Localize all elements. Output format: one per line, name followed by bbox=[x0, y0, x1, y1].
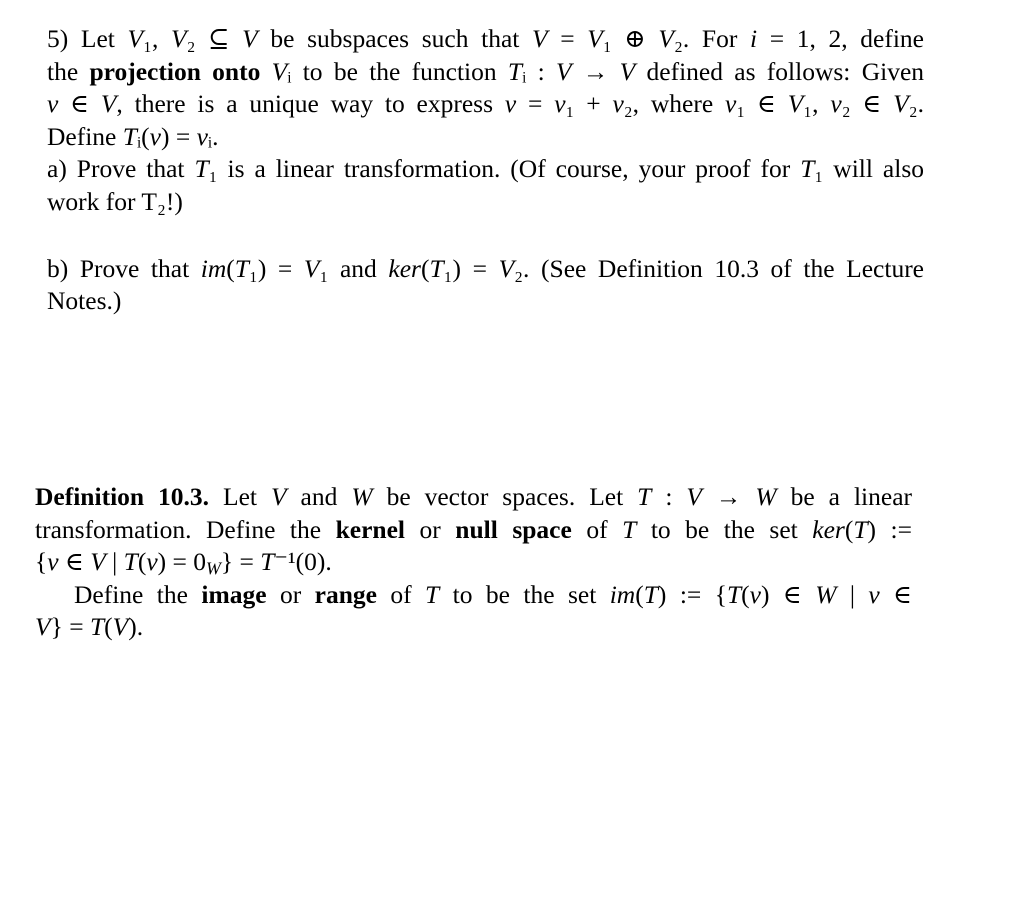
definition-10-3 bbox=[35, 481, 912, 644]
part-a-line-2: work for T₂!) bbox=[47, 186, 183, 216]
problem-intro-line-2: the projection onto Vᵢ to be the function Tᵢ : V → V defined as follows: Given bbox=[47, 56, 925, 86]
part-b-line-1: b) Prove that im(T₁) = V₁ and ker(T₁) = V₂. (See Definition 10.3 of the Lecture bbox=[47, 253, 924, 283]
problem-intro-line-1: 5) Let V₁, V₂ ⊆ V be subspaces such that V = V₁ ⊕ V₂. For i = 1, 2, define bbox=[47, 24, 924, 53]
definition-line-3: {v ∈ V | $T(v) = 0_W\} = T^{-1}(0)$. bbox=[35, 547, 332, 579]
definition-line-4: Define the image or range of T to be the set im(T) := {T(v) ∈ W | v ∈ bbox=[74, 579, 913, 609]
problem-intro-line-3: v ∈ V, there is a unique way to express v = v₁ + v₂, where v₁ ∈ V₁, v₂ ∈ V₂. bbox=[47, 89, 924, 118]
definition-line-2: transformation. Define the kernel or null space of T to be the set ker(T) := bbox=[35, 514, 912, 544]
problem-5 bbox=[47, 23, 924, 318]
problem-intro-line-4: Define Tᵢ(v) = vᵢ. bbox=[47, 121, 219, 151]
part-a-line-1: a) Prove that T₁ is a linear transformation. (Of course, your proof for T₁ will also bbox=[47, 154, 924, 183]
definition-line-5: V} = T(V). bbox=[35, 612, 144, 641]
definition-line-1: Definition 10.3. Let V and W be vector spaces. Let T : V → W be a linear bbox=[35, 482, 913, 511]
part-b-line-2: Notes.) bbox=[47, 286, 122, 315]
